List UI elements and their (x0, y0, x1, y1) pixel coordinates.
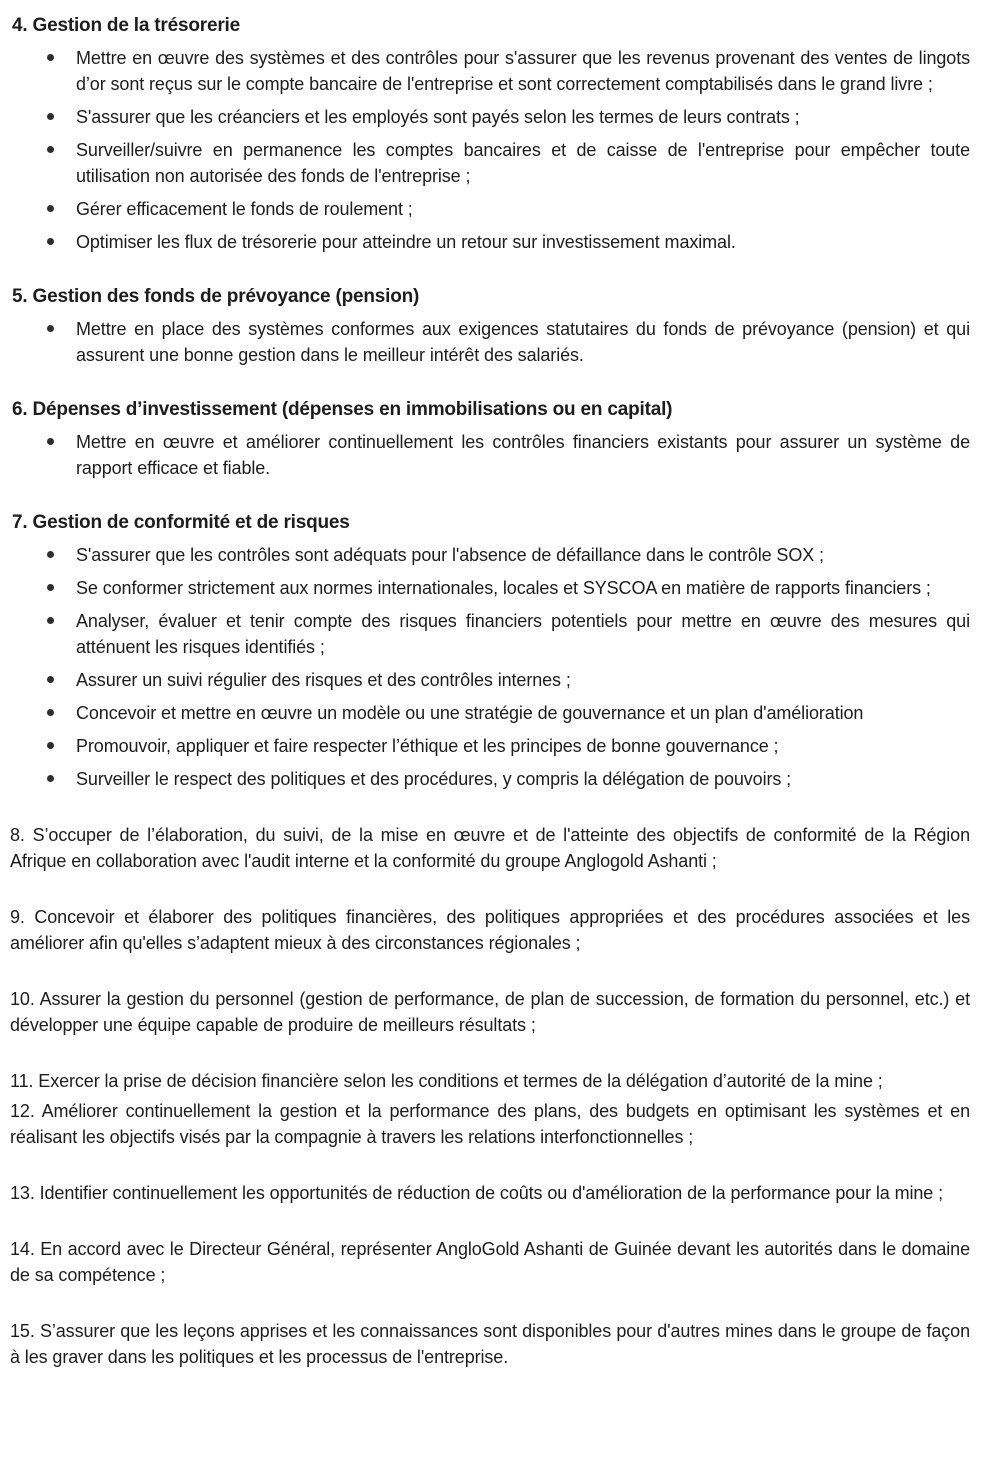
bullet-list (10, 45, 970, 255)
section-heading: 4. Gestion de la trésorerie (12, 15, 240, 36)
bullet-text: S'assurer que les contrôles sont adéquats pour l'absence de défaillance dans le contrôle SOX ; (76, 545, 824, 565)
numbered-paragraph: 15. S’assurer que les leçons apprises et les connaissances sont disponibles pour d'autres mines dans le groupe de façon à les graver dans les politiques et les processus de l'entreprise. (10, 1321, 970, 1367)
bullet-text: Analyser, évaluer et tenir compte des risques financiers potentiels pour mettre en œuvre des mesures qui atténuent les risques identifiés ; (76, 611, 970, 657)
section-block (10, 12, 970, 255)
bullet-text: Se conformer strictement aux normes internationales, locales et SYSCOA en matière de rapports financiers ; (76, 578, 931, 598)
section-heading: 7. Gestion de conformité et de risques (12, 512, 350, 533)
bullet-text: Optimiser les flux de trésorerie pour atteindre un retour sur investissement maximal. (76, 232, 736, 252)
bullet-text: Mettre en œuvre des systèmes et des contrôles pour s'assurer que les revenus provenant des ventes de lingots d’or sont reçus sur le compte bancaire de l'entreprise et sont correctement comptabilisés dans le grand livre ; (76, 48, 970, 94)
bullet-list (10, 316, 970, 368)
bullet-item (10, 104, 970, 130)
bullet-item (10, 766, 970, 792)
section-heading: 5. Gestion des fonds de prévoyance (pension) (12, 286, 420, 307)
section-block (10, 283, 970, 368)
bullet-icon (47, 742, 54, 749)
bullet-icon (47, 205, 54, 212)
numbered-paragraph: 14. En accord avec le Directeur Général, représenter AngloGold Ashanti de Guinée devant les autorités dans le domaine de sa compétence ; (10, 1239, 970, 1285)
bullet-text: S'assurer que les créanciers et les employés sont payés selon les termes de leurs contrats ; (76, 107, 800, 127)
bullet-text: Surveiller le respect des politiques et des procédures, y compris la délégation de pouvoirs ; (76, 769, 792, 789)
bullet-item (10, 733, 970, 759)
bullet-item (10, 608, 970, 660)
bullet-icon (47, 617, 54, 624)
bullet-item (10, 542, 970, 568)
bullet-text: Mettre en place des systèmes conformes aux exigences statutaires du fonds de prévoyance (pension) et qui assurent une bonne gestion dans le meilleur intérêt des salariés. (76, 319, 970, 365)
bullet-list (10, 542, 970, 792)
bullet-item (10, 196, 970, 222)
bullet-item (10, 45, 970, 97)
section-heading: 6. Dépenses d’investissement (dépenses en immobilisations ou en capital) (12, 399, 673, 420)
bullet-icon (47, 238, 54, 245)
bullet-item (10, 316, 970, 368)
bullet-icon (47, 325, 54, 332)
bullet-icon (47, 54, 54, 61)
bullet-icon (47, 438, 54, 445)
bullet-item (10, 229, 970, 255)
section-block (10, 396, 970, 481)
bullet-item (10, 700, 970, 726)
numbered-paragraph: 12. Améliorer continuellement la gestion et la performance des plans, des budgets en optimisant les systèmes et en réalisant les objectifs visés par la compagnie à travers les relations interfonctionnelles ; (10, 1101, 970, 1147)
section-block (10, 509, 970, 792)
bullet-item (10, 667, 970, 693)
numbered-paragraph: 11. Exercer la prise de décision financière selon les conditions et termes de la délégation d’autorité de la mine ; (10, 1071, 883, 1091)
bullet-text: Surveiller/suivre en permanence les comptes bancaires et de caisse de l'entreprise pour empêcher toute utilisation non autorisée des fonds de l'entreprise ; (76, 140, 970, 186)
bullet-icon (47, 113, 54, 120)
numbered-paragraph: 9. Concevoir et élaborer des politiques financières, des politiques appropriées et des procédures associées et les améliorer afin qu'elles s’adaptent mieux à des circonstances régionales ; (10, 907, 970, 953)
bullet-text: Gérer efficacement le fonds de roulement ; (76, 199, 413, 219)
bullet-list (10, 429, 970, 481)
bullet-icon (47, 146, 54, 153)
numbered-paragraph: 10. Assurer la gestion du personnel (gestion de performance, de plan de succession, de formation du personnel, etc.) et développer une équipe capable de produire de meilleurs résultats ; (10, 989, 970, 1035)
bullet-text: Assurer un suivi régulier des risques et des contrôles internes ; (76, 670, 571, 690)
bullet-text: Mettre en œuvre et améliorer continuellement les contrôles financiers existants pour assurer un système de rapport efficace et fiable. (76, 432, 970, 478)
bullet-icon (47, 584, 54, 591)
bullet-icon (47, 676, 54, 683)
numbered-paragraph: 13. Identifier continuellement les opportunités de réduction de coûts ou d'amélioration de la performance pour la mine ; (10, 1183, 944, 1203)
numbered-paragraph: 8. S’occuper de l’élaboration, du suivi, de la mise en œuvre et de l'atteinte des objectifs de conformité de la Région Afrique en collaboration avec l'audit interne et la conformité du groupe Anglogold Ashanti ; (10, 825, 970, 871)
bullet-item (10, 429, 970, 481)
bullet-item (10, 575, 970, 601)
bullet-item (10, 137, 970, 189)
bullet-text: Concevoir et mettre en œuvre un modèle ou une stratégie de gouvernance et un plan d'amélioration (76, 703, 864, 723)
bullet-icon (47, 775, 54, 782)
bullet-icon (47, 551, 54, 558)
bullet-icon (47, 709, 54, 716)
bullet-text: Promouvoir, appliquer et faire respecter l’éthique et les principes de bonne gouvernance ; (76, 736, 779, 756)
